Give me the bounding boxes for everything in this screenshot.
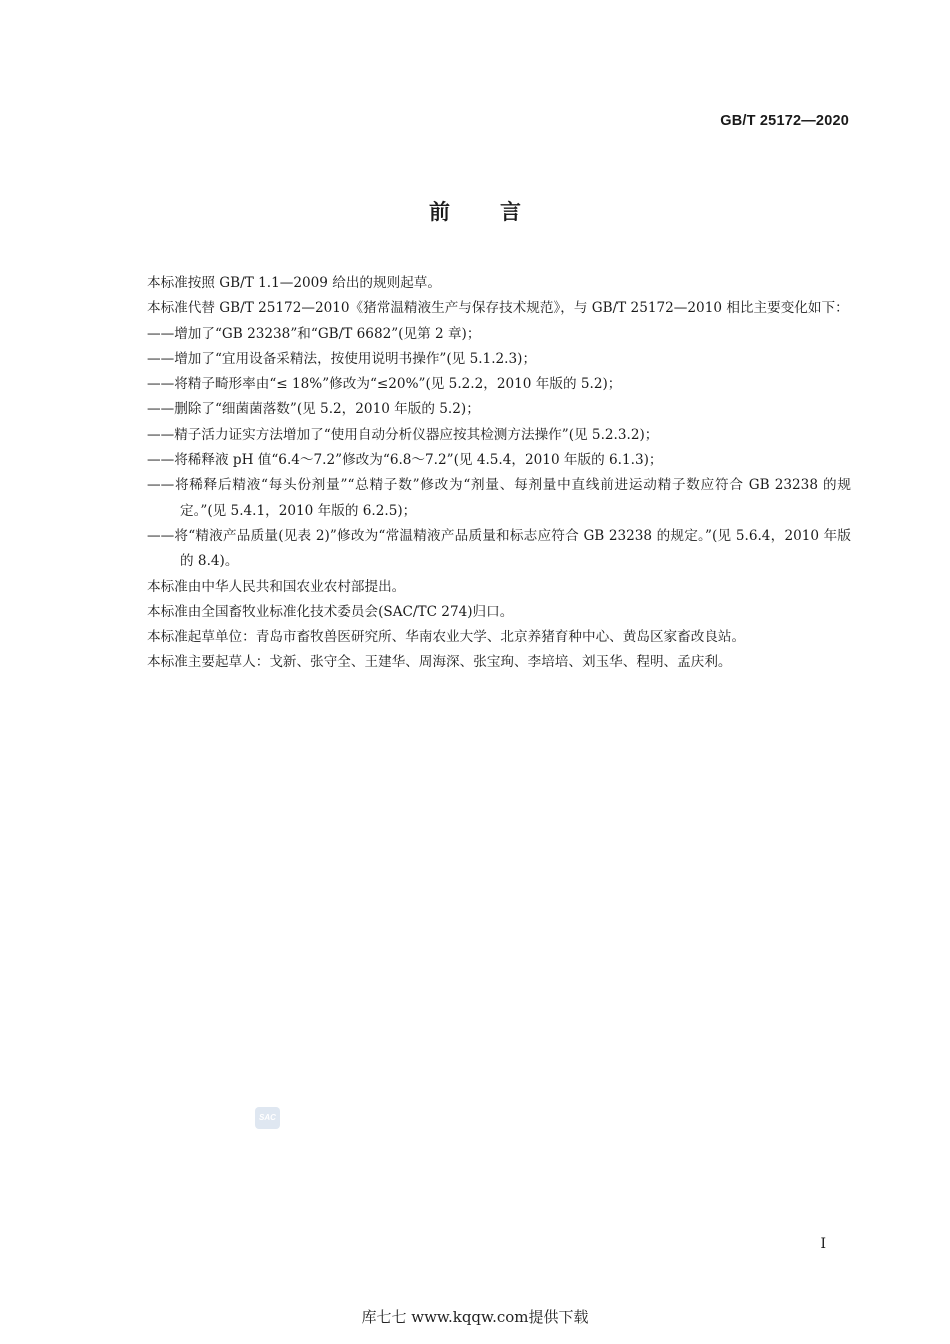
- change-item: ——精子活力证实方法增加了“使用自动分析仪器应按其检测方法操作”(见 5.2.3.2)；: [147, 426, 659, 443]
- paragraph-committee: 本标准由全国畜牧业标准化技术委员会(SAC/TC 274)归口。: [147, 603, 514, 620]
- download-footer: 库七七 www.kqqw.com提供下载: [361, 1308, 589, 1326]
- paragraph-drafting-units: 本标准起草单位：青岛市畜牧兽医研究所、华南农业大学、北京养猪育种中心、黄岛区家畜改良站。: [147, 629, 746, 646]
- sac-watermark-logo: SAC: [255, 1107, 280, 1129]
- change-item: ——将稀释后精液“每头份剂量”“总精子数”修改为“剂量、每剂量中直线前进运动精子数应符合 GB 23238 的规定。”(见 5.4.1，2010 年版的 6.2.5)；: [147, 477, 851, 519]
- change-item: ——增加了“GB 23238”和“GB/T 6682”(见第 2 章)；: [147, 325, 481, 342]
- standard-code: GB/T 25172—2020: [720, 113, 849, 129]
- paragraph-drafters: 本标准主要起草人：戈新、张守全、王建华、周海深、张宝珣、李培培、刘玉华、程明、孟庆利。: [147, 654, 732, 671]
- change-item: ——将稀释液 pH 值“6.4～7.2”修改为“6.8～7.2”(见 4.5.4，2010 年版的 6.1.3)；: [147, 452, 663, 469]
- change-item: ——删除了“细菌菌落数”(见 5.2，2010 年版的 5.2)；: [147, 401, 480, 418]
- paragraph-proposer: 本标准由中华人民共和国农业农村部提出。: [147, 578, 406, 595]
- change-item: ——将精子畸形率由“≤ 18%”修改为“≤20%”(见 5.2.2，2010 年版的 5.2)；: [147, 376, 622, 393]
- paragraph-drafting-rules: 本标准按照 GB/T 1.1—2009 给出的规则起草。: [147, 275, 441, 291]
- change-item: ——增加了“宜用设备采精法，按使用说明书操作”(见 5.1.2.3)；: [147, 350, 537, 367]
- paragraph-replaces: 本标准代替 GB/T 25172—2010《猪常温精液生产与保存技术规范》，与 GB/T 25172—2010 相比主要变化如下：: [147, 300, 849, 317]
- change-item: ——将“精液产品质量(见表 2)”修改为“常温精液产品质量和标志应符合 GB 23238 的规定。”(见 5.6.4，2010 年版的 8.4)。: [147, 527, 851, 570]
- page-title: 前言: [429, 200, 571, 224]
- document-body: [116, 271, 851, 676]
- page-number: I: [820, 1236, 826, 1252]
